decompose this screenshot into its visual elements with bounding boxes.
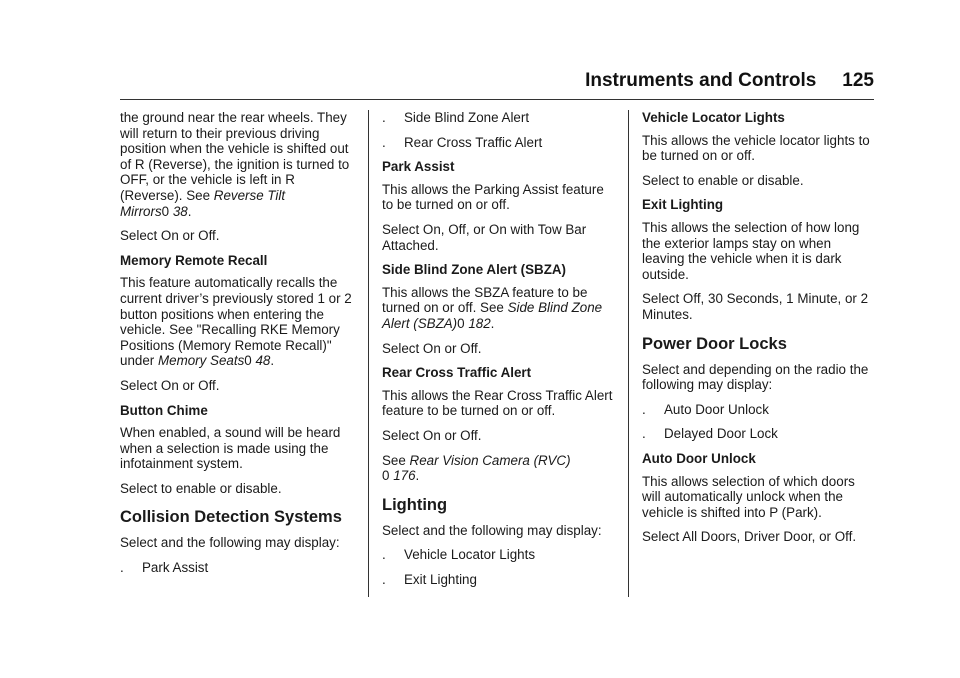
page-number: 125: [842, 70, 874, 91]
page-ref-icon: 0: [382, 468, 390, 484]
paragraph: This allows the selection of how long the exterior lamps stay on when leaving the vehicle when it is dark outside.: [642, 219, 860, 282]
subheading: Memory Remote Recall: [120, 252, 268, 268]
paragraph: Select On or Off.: [120, 377, 220, 393]
bullet-icon: .: [642, 426, 646, 442]
column-divider: [628, 110, 629, 597]
bullet-icon: .: [382, 134, 386, 150]
column-3: [642, 110, 874, 554]
subheading: Park Assist: [382, 159, 455, 175]
cross-reference-link[interactable]: Rear Vision Camera (RVC): [409, 452, 571, 468]
section-title: Instruments and Controls: [585, 70, 817, 91]
page-ref-number[interactable]: 176: [393, 468, 416, 484]
paragraph: Select and the following may display:: [382, 522, 602, 538]
paragraph: This feature automatically recalls the current driver’s previously stored 1 or 2 button positions when entering the vehicle. See "Recalling RKE Memory Positions (Memory Remote Recall)" under Memory Seats0 48.: [120, 275, 352, 369]
paragraph: Select On or Off.: [120, 228, 220, 244]
paragraph: Select to enable or disable.: [120, 480, 282, 496]
bullet-icon: .: [382, 571, 386, 587]
subheading: Auto Door Unlock: [642, 450, 756, 466]
paragraph: Select to enable or disable.: [642, 172, 804, 188]
subheading: Exit Lighting: [642, 197, 724, 213]
page-ref-number[interactable]: 38: [169, 203, 188, 219]
cross-reference-link[interactable]: Reverse Tilt Mirrors: [120, 187, 286, 219]
subheading: Button Chime: [120, 402, 208, 418]
paragraph: Select On or Off.: [382, 340, 482, 356]
paragraph: When enabled, a sound will be heard when a selection is made using the infotainment system.: [120, 425, 341, 472]
cross-reference-link[interactable]: Side Blind Zone Alert (SBZA): [382, 300, 603, 331]
paragraph: This allows the Parking Assist feature to be turned on or off.: [382, 181, 604, 213]
paragraph: This allows the vehicle locator lights to be turned on or off.: [642, 132, 870, 164]
paragraph: the ground near the rear wheels. They will return to their previous driving position when the vehicle is shifted out of R (Reverse), the ignition is turned to OFF, or the vehicle is left in R (Reverse). See Reverse Tilt Mirrors0 38.: [120, 110, 350, 219]
list-item: . Park Assist: [120, 560, 209, 576]
section-heading: Collision Detection Systems: [120, 508, 342, 527]
paragraph: Select On or Off.: [382, 427, 482, 443]
list-item: . Side Blind Zone Alert: [382, 110, 530, 125]
paragraph: Select Off, 30 Seconds, 1 Minute, or 2 Minutes.: [642, 291, 869, 322]
bullet-icon: .: [382, 547, 386, 563]
page-ref-icon: 0: [244, 353, 252, 369]
column-2: [382, 110, 614, 596]
header-rule: [120, 99, 874, 100]
paragraph: This allows the Rear Cross Traffic Alert feature to be turned on or off.: [382, 387, 613, 419]
list-item: . Auto Door Unlock: [642, 401, 769, 417]
paragraph: This allows the SBZA feature to be turned on or off. See Side Blind Zone Alert (SBZA)0 182.: [382, 284, 603, 331]
bullet-icon: .: [642, 401, 646, 417]
cross-reference-link[interactable]: Memory Seats: [157, 353, 245, 369]
subheading: Rear Cross Traffic Alert: [382, 365, 532, 381]
subheading: Side Blind Zone Alert (SBZA): [382, 262, 566, 278]
section-heading: Lighting: [382, 495, 448, 514]
paragraph: See Rear Vision Camera (RVC) 0 176.: [382, 452, 571, 484]
page-ref-number[interactable]: 182: [464, 315, 491, 331]
section-heading: Power Door Locks: [642, 334, 787, 353]
subheading: Vehicle Locator Lights: [642, 110, 785, 125]
paragraph: Select All Doors, Driver Door, or Off.: [642, 529, 857, 545]
paragraph: This allows selection of which doors will automatically unlock when the vehicle is shifted into P (Park).: [642, 473, 855, 520]
bullet-icon: .: [382, 110, 386, 125]
list-item: . Delayed Door Lock: [642, 426, 778, 442]
list-item: . Vehicle Locator Lights: [382, 547, 536, 563]
page-ref-number[interactable]: 48: [251, 353, 271, 369]
paragraph: Select On, Off, or On with Tow Bar Attached.: [382, 221, 587, 253]
column-1: [120, 110, 352, 585]
paragraph: Select and depending on the radio the following may display:: [642, 361, 869, 393]
page-header: [120, 70, 874, 92]
page-ref-icon: 0: [457, 315, 465, 331]
list-item: . Exit Lighting: [382, 571, 477, 587]
page-ref-icon: 0: [161, 203, 170, 219]
paragraph: Select and the following may display:: [120, 535, 340, 551]
bullet-icon: .: [120, 560, 124, 576]
column-divider: [368, 110, 369, 597]
list-item: . Rear Cross Traffic Alert: [382, 134, 543, 150]
